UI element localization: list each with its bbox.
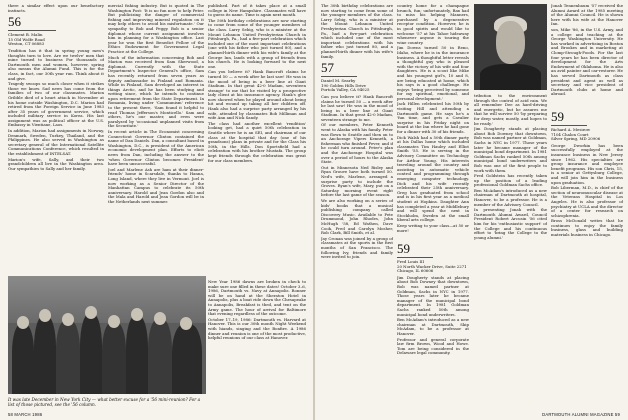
photo-figure xyxy=(62,313,74,326)
column-intro: there a similar effect upon our benefactory instincts. xyxy=(8,4,104,13)
page-folio-left: 58 MARCH 1986 xyxy=(8,412,43,417)
right-column-2 xyxy=(397,4,469,240)
photo-figure xyxy=(85,306,97,319)
left-column-3-continued xyxy=(208,280,306,406)
paragraph: Dick Walsh had a 50th dinner party at his Dallas home which included classmates Tim Hauley and Elliot Smith '55. He is serving in the Advisory Committee on Technology for Arthur Young. His interests traveling around the country and assisting in automatic vehicle control and programming through emerging computer technology. Dick and his wife recently celebrated their 25th anniversary. Greg has graduated from school and is in his first year as a medical student at Hopkins. Daughter Ann has completed a year at Middlebury and will spend the next in Stockholm, Sweden at the small liberal arts college. xyxy=(397,134,469,223)
paragraph: In addition, Marion had assignments in Norway, Denmark, Sweden, Turkey, Thailand, and the Philippines. He also served in Washington as secretary general of the International Satellite Communications Conference, which resulted in the establishment of INTELSAT. xyxy=(8,128,104,157)
paragraph: We are also working on a series of kids' books that a musical publishing company called Discovery Music. Available to Pete Drummond, John Rhodes, John McHugh '58, Ed Wathen, Dave Cook, Fred and Carolyn Mosher, Rob Clark, Bill Smith, et al. xyxy=(321,197,393,236)
class-year-heading: 59 xyxy=(397,241,410,256)
paragraph: Can you believe it? Hank Bancroft claims he turned 50 — a week after he last saw! He was in the mood of being in a beer line at Giant Stadium. In that great 42-0 Madam, seventeen strange to me. xyxy=(321,93,393,122)
paragraph: tribution to the environment through the control of acid rain. We all remember Dee as hard-driving and energetic, but he assures me that he will survive 50 'by preparing for deep water, mostly, and hopes to be ready.' xyxy=(474,94,547,126)
paragraph: Jim Dougherty stands at placing about Bob Downey that downtown, Bob was named partner at Goldman, Sachs in NYC in 1977. Those years later he became manager of the municipal bond department. In 1981 Goldman Sachs ranked 50th among municipal bond underwriters and Bob was one of the first people to work with them. xyxy=(474,126,547,173)
paragraph: The 50th birthday celebrations are now starting to come from some of the younger members of the class. Larry Sebig, who is a minister at the Mount Lebanon United Presbyterian Church in Pittsburgh, Pa., had a five-part celebration which included one of the most important celebrations (one with his father who just turned 80), and a planned-birth dinner with his wife's family at the George Inn, lands with a group of friends from his church. He is looking forward to the next one. xyxy=(208,17,306,69)
paragraph: Can you believe it? Hank Bancroft claims he turned 50 — a week after he last saw! He was in the mood of being in a beer line at Giant Stadium. In that great 42-0 Madam, seventeen strange' to me that he visited by a prospective lady client at his insurance agency. Hank's glee now showed when he played around about being hit and wound up taking all her children off. Hank also had a surprise party arranged by his wife, attended by classmates Bob Milliman and wife Ann and Nick Sandy. xyxy=(208,69,306,121)
right-page xyxy=(315,0,628,420)
paragraph: Ben McAdam's introduced as a new chairman at Dartmouth, Skip McAdam, to be a professor at Hanover. xyxy=(397,317,469,336)
portrait-caption-column xyxy=(551,4,623,104)
photo-background xyxy=(8,276,206,323)
paragraph: Marion's wife, Sally, and their two grandchildren all live in the Washington area. Our sympathies to Sally and her family. xyxy=(8,156,104,171)
photo-figure xyxy=(39,309,51,322)
class-secretary-address: Daniel M. Searby 190 Golden Hills Drive Portola Valley, CA 94025 xyxy=(321,78,370,93)
left-page xyxy=(0,0,313,420)
paragraph: Much of the information concerning Bob and Marion was received from Sam Sherwood, a diplomat. Currently with the State Department's Inspector General's office, Sam has recently returned from seven years as deputy ambassador in Finland and Romania. While in Finland, Sam developed an interest in things Arctic, and he has been studying and writing since, which he intends to continue upon retirement from the State Department. In Romania, living under 'Communism' reference to the present there, 'Sam found it helpful to read Thomas Jefferson's Monticello.' Sam and others, he's our master, and even were paralyzed by 'occasional unplanned visits from the Securitate.' xyxy=(108,54,204,129)
paragraph: Professor and general corporate law firm Brown, Wood and Howe. Tom are being considered in the Delaware legal community. xyxy=(397,336,469,356)
photo-figure xyxy=(108,315,120,328)
paragraph: In presenting Jonah with the Dartmouth Alumni Award, Council President Robert Arcusin '56 cited him for his 'enthusiastic support' of the College and his continuous effort to 'bring the College to the young alumni.' xyxy=(474,207,547,240)
paragraph: Tradition has it that in spring young men's thoughts turn to love. Are we twelve' men that mine turned to business For thousands of Dartmouth men and women, however, spring also means the Alumni Fund. This is for the class, in fact, our 30th year run. Think about it and give. xyxy=(8,47,104,81)
paragraph: country home for a champagne brunch, fun; unfortunately, Bax had to miss his helping Manners, purchased by a degenerative receptor condition. However, he is in good spirits and would like to welcome '57 at his Tahoe hideaway whenever anyone is touring the wine country. xyxy=(397,4,469,45)
right-column-3 xyxy=(474,94,547,406)
photo-figure xyxy=(102,322,126,394)
paragraph: Keep writing to your class—at 50 or more! xyxy=(397,222,469,233)
paragraph: Tragedy swoops so much closer when it strikes those we know. Sad news has come from the families of two of our classmates. Marion Gribble died of a heart attack in November at his home outside Washington, D.C. Marion had retired from the Foreign Service in June 1983 after 35 years of government service, which included military service in Korea. His last assignment was as political officer at the U.S. Embassy in Vientiane, Laos. xyxy=(8,81,104,128)
class-year-heading: 57 xyxy=(321,60,334,76)
photo-figure xyxy=(17,316,29,329)
paragraph: New Year 1986 dawns are broken in check to make sure one filled in these dates! October 3–6, 1986, Dartmouth vs. Navy at Annapolis. Ronner will be on hand at the Sheraton Hotel in Annapolis, plus a boat ride down the Chesapeake to Annapolis, Breakfast is tbed, and tent on the Army game. The hour of arrival for Baltimore that evening regardless of the outcome. xyxy=(208,280,306,317)
paragraph: George Dworkin has been successfully employed at the insurance business in New Jersey since 1962. His specialties are group insurance and employee benefit programs. His son Chris, 15, is a senior at Gettysburg College, and will join him in the business upon graduation. xyxy=(551,142,623,185)
paragraph: Jim Dougherty stands at placing about Bob Downey that downtown, Bob was named partner at Goldman, Sachs in NYC in 1977. Those years later he became manager of the municipal bond department. In 1981 Goldman Sachs ranked 50th among municipal bond underwriters. xyxy=(397,274,469,317)
photo-figure xyxy=(126,316,148,394)
photo-figure xyxy=(34,316,56,394)
paragraph: Bross McDonald writes that he continues to enjoy the family business, glass and building materials business in Chicago. xyxy=(551,218,623,238)
paragraph: The class had another excellent 'rendition' looking get, had a quiet 50th celebration in Seattle where he is an SEI, and chairman of our class at the hospital that day (one of his grandsons) plans in private and for the Class his 50th, in the Hills. Don Sportsfield had a celebration with his brother Mustafa. The group kept friends through the celebration was great for our class members. xyxy=(208,120,306,163)
photo-figure xyxy=(148,319,172,394)
left-column-3 xyxy=(208,4,306,279)
right-column-1 xyxy=(321,4,393,404)
portrait-face xyxy=(496,21,525,64)
group-photo xyxy=(8,276,206,394)
photo-figure xyxy=(56,320,80,394)
paragraph: Fred Goldstein has recently taken up the position of a leading professional Goldman Sachs office. xyxy=(474,173,547,188)
paragraph: October 17–19, 1986: Dartmouth vs. Harvard at Hanover. This is our 30th month Night Weekend with hiands, singing and the Bonfire. A 1986 dinner and reunion is one of the most productive, helpful reunions of our class at Hanover. xyxy=(208,316,306,341)
photo-figure xyxy=(131,308,143,321)
paragraph: Jim Downs turned 50 in Reno, Idaho, where he is in the insurance business. A thoughtful letter reveals a thoughtful guy who is pleased with the victory of his wife and four daughters. He is a scout like Mike and his youngest girl's, 10 and 8, are being educated at home, which his says is a good challenge. He enjoys 'being perceived by someone for my spiritual, emotional, and personal development.' xyxy=(397,45,469,101)
paragraph: Joel and Marlene Ash are ham at their dinner-friends' home in Scarsdale, thanks to Hanna, Long Island, where they live in Vermont. Joel is now working as a Senior Director of the Manhattan Campus to celebrate its 50th anniversary. Harold and Jean Gordon also and the Mala and Harold and Jean Gordon will be in the Netherlands next summer. xyxy=(108,166,204,204)
divider xyxy=(8,30,56,31)
right-column-4 xyxy=(551,108,623,406)
divider xyxy=(551,125,587,126)
paragraph: mercial fishing industry. But is quoted in The Washington Post: 'It is no fun now to help Peter. But publicizing the danger of commercial fishing and improving mineral regulation on it may help others to avoid his misfortunate.' Our sympathy to Bob and Peggy. Bob is a senior diplomat whose current assignment involves him in planning for a Washington office. Last year he won the first Benedict Fellow of the Ethics Endowment for Government Legal Practice at the College. xyxy=(108,4,204,54)
paragraph: The 30th birthday celebrations are now starting to come from some of the younger members of the class. Larry Sebig, who is a minister at the Mount Lebanon United Presbyterian Church in Pittsburgh, Pa., had a five-part celebration which included one of the most important celebrations with his father who just turned 80, and a planned-birth dinner with his wife's family. xyxy=(321,4,393,59)
paragraph: Ben McAdam's introduced as a new chairman of Dartmouth at hospital, Hanover, to be a professor. He is a member of the Advisory Council. xyxy=(474,187,547,207)
portrait-caption: Jonah Tennenbaum '57 received the Alumni Award at the 1985 meeting of the Alumni Council. He is shown here with his wife at the Hanover Inn. xyxy=(551,4,623,27)
class-year-heading: 56 xyxy=(8,14,21,30)
photo-caption: It was late December in New York City — what better excuse for a '56 mini-reunion? For a list of those pictured, see the '56 column. xyxy=(8,397,201,407)
right-column-2-lower xyxy=(397,240,469,406)
paragraph: In recent article in The Economist concerning Connecticut Governor Clinton contained the name of Dan Daniels. Dan, a consultant based in Washington, D.C., is president of the American economic development plan. Efforts to elicit news from Dan, including the answer to the 'when Governor Clinton becomes President' have been unsuccessful. xyxy=(108,129,204,167)
class-year-heading: 59 xyxy=(551,109,564,124)
divider xyxy=(321,76,357,77)
portrait-body xyxy=(480,64,541,90)
paragraph: Jay Cronan was joined by a group of classmates at the sports in the first months of San Francisco. The following Ivy, friends and family were invited to join. xyxy=(321,235,393,260)
page-folio-right: DARTMOUTH ALUMNI MAGAZINE 59 xyxy=(542,412,620,417)
paragraph: Jack Hillen celebrated his 50th by visiting Hill and attending a Dartmouth game. He says he's a 'fun time, and gets a Cavalier surprise in his Friday night on board at the Inn where he had gone for a dinner with 30 of his friends. xyxy=(397,101,469,135)
paragraph: published. Part of it takes place at a small college in New Hampshire. Classmates will have to guess its name. Time is again next month. xyxy=(208,4,306,18)
class-secretary-address: Fred Louis III 20 North Wacker Drive, Suite 2271 Chicago, IL 60606 xyxy=(397,259,467,274)
portrait-photo xyxy=(474,4,547,90)
class-secretary-address: Richard A. Mesirow 7104 Chalon Court Silver Spring, MD 20906 xyxy=(551,127,601,142)
left-column-1 xyxy=(8,4,104,274)
class-secretary-address: Clement B. Malin 15 Old Wolfe Road Weston, CT 06883 xyxy=(8,32,45,47)
paragraph: Of our members, Peter Kenneth went to Alaska with his family. Peter was flown to Seattle and then on to an Anchorage Vipers Kenneth, a fisherman who finished Fever, and if he could turn around. Peter's plan and the Anchorage Hospital was over a period of hours to the Alaska State. xyxy=(321,122,393,165)
photo-figure xyxy=(180,317,192,330)
photo-figure xyxy=(154,312,166,325)
photo-figure xyxy=(12,324,34,394)
divider xyxy=(397,257,433,258)
left-column-2 xyxy=(108,4,204,274)
paragraph: Bob Liberman, M.D., is chief of the section of neuromuscular disease at the Veterans Hospital in Los Angeles. He is also professor of psychiatry at UCLA and the director of a center for research on schizophrenia. xyxy=(551,185,623,218)
photo-figure xyxy=(172,324,202,394)
paragraph: son, Mike '86, in the U.S. Army, and a college and teaching at the George Washington University. He has worked in advertising in Boston and Brookes and in marketing at Clomp-Strough-Foods. For the last four years he has been director of development for the Arts Endowment of Oklahoma. He is also an avid painter and car-restorer. He has served Dartmouth as class president and agent as well as secretary and vice president of Dartmouth clubs at home and abroad. xyxy=(551,26,623,97)
photo-figure xyxy=(80,314,102,394)
paragraph: Out in Minnesota Ned Risley and Ryan Grouve have both turned 50. Ned's wife, Marlene, arranged a surprise party to include the Groves. Ryan's wife, Mary, put on a Saturday morning event right before the last game of the season. xyxy=(321,164,393,198)
